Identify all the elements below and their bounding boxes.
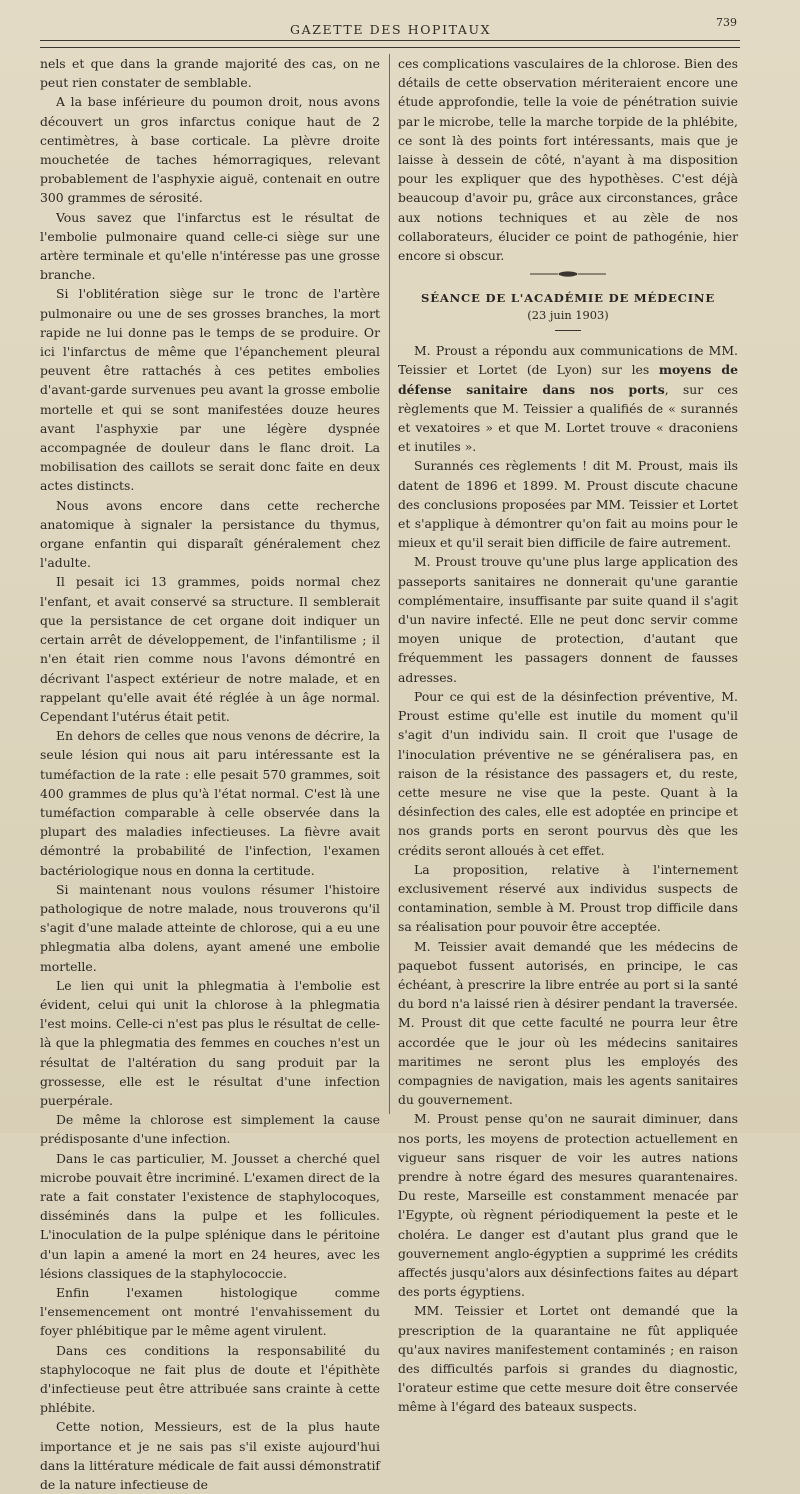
- paragraph: A la base inférieure du poumon droit, nous avons découvert un gros infarctus conique haut de 2 centimètres, à base corticale. La plèvre droite mouchetée de taches hémorragiques, relevant probablement de l'asphyxie aiguë, contenait en outre 300 grammes de sérosité.: [40, 94, 380, 206]
- paragraph: Le lien qui unit la phlegmatia à l'embolie est évident, celui qui unit la chlorose à la phlegmatia l'est moins. Celle-ci n'est pas plus le résultat de celle-là que la phlegmatia des femmes en couches n'est un résultat de l'altération du sang produit par la grossesse, elle est le résultat d'une infection puerpérale.: [40, 977, 380, 1108]
- separator-ornament-icon: [528, 269, 608, 279]
- paragraph: Il pesait ici 13 grammes, poids normal chez l'enfant, et avait conservé sa structure. Il semblerait que la persistance de cet organe doit indiquer un certain arrêt de développement, de l'infantilisme ; il n'en était rien comme nous l'avons démontré en décrivant l'aspect extérieur de notre malade, et en rappelant qu'elle avait été réglée à un âge normal. Cependant l'utérus était petit.: [40, 574, 380, 724]
- paragraph: Vous savez que l'infarctus est le résultat de l'embolie pulmonaire quand celle-ci siège sur une artère terminale et qu'elle n'intéresse pas une grosse branche.: [40, 209, 380, 283]
- running-title: GAZETTE DES HOPITAUX: [290, 22, 492, 37]
- paragraph: M. Proust pense qu'on ne saurait diminuer, dans nos ports, les moyens de protection actuellement en vigueur sans risquer de voir les autres nations prendre à notre égard des mesures quarantenaires. Du reste, Marseille est constamment menacée par l'Egypte, où règnent périodiquement la peste et le choléra. Le danger est d'autant plus grand que le gouvernement anglo-égyptien a supprimé les crédits affectés jusqu'alors aux désinfections faites au départ des ports égyptiens.: [398, 1111, 738, 1300]
- paragraph: ces complications vasculaires de la chlorose. Bien des détails de cette observation mériteraient encore une étude approfondie, telle la voie de pénétration suivie par le microbe, telle la marche torpide de la phlébite, ce sont là des points fort intéressants, mais que je laisse à dessein de côté, n'ayant à ma disposition pour les expliquer que des hypothèses. C'est déjà beaucoup d'avoir pu, grâce aux circonstances, grâce aux notions techniques et au zèle de nos collaborateurs, élucider ce point de pathogénie, hier encore si obscur.: [398, 56, 738, 264]
- paragraph: Si maintenant nous voulons résumer l'histoire pathologique de notre malade, nous trouverons qu'il s'agit d'une malade atteinte de chlorose, qui a eu une phlegmatia alba dolens, ayant amené une embolie mortelle.: [40, 881, 380, 974]
- header-double-rule: [40, 40, 740, 48]
- left-column: [40, 54, 380, 1493]
- column-divider: [389, 54, 390, 1114]
- paragraph: Dans le cas particulier, M. Jousset a cherché quel microbe pouvait être incriminé. L'examen direct de la rate a fait constater l'existence de staphylocoques, disséminés dans la pulpe et les follicules. L'inoculation de la pulpe splénique dans le péritoine d'un lapin a amené la mort en 24 heures, avec les lésions classiques de la staphylococcie.: [40, 1150, 380, 1281]
- paragraph: Nous avons encore dans cette recherche anatomique à signaler la persistance du thymus, organe enfantin qui disparaît généralement chez l'adulte.: [40, 497, 380, 571]
- section-title: SÉANCE DE L'ACADÉMIE DE MÉDECINE: [421, 291, 715, 306]
- short-rule: [555, 330, 581, 331]
- right-column: [398, 54, 738, 1415]
- paragraph: Pour ce qui est de la désinfection préventive, M. Proust estime qu'elle est inutile du moment qu'il s'agit d'un individu sain. Il croit que l'usage de l'inoculation préventive ne se généralisera pas, en raison de la résistance des passagers et, du reste, cette mesure ne vise que la peste. Quant à la désinfection des cales, elle est adoptée en principe et nos grands ports en seront pourvus dès que les crédits seront alloués à cet effet.: [398, 688, 738, 858]
- paragraph: nels et que dans la grande majorité des cas, on ne peut rien constater de semblable.: [40, 56, 380, 91]
- paragraph: La proposition, relative à l'internement exclusivement réservé aux individus suspects de contamination, semble à M. Proust trop difficile dans sa réalisation pour pouvoir être acceptée.: [398, 861, 738, 935]
- paragraph: M. Proust trouve qu'une plus large application des passeports sanitaires ne donnerait qu'une garantie complémentaire, insuffisante par suite quand il s'agit d'un navire infecté. Elle ne peut donc servir comme moyen unique de protection, d'autant que fréquemment les passagers donnent de fausses adresses.: [398, 554, 738, 685]
- paragraph: En dehors de celles que nous venons de décrire, la seule lésion qui nous ait paru intéressante est la tuméfaction de la rate : elle pesait 570 grammes, soit 400 grammes de plus qu'à l'état normal. C'est là une tuméfaction comparable à celle observée dans la plupart des maladies infectieuses. La fièvre avait démontré la probabilité de l'infection, l'examen bactériologique nous en donna la certitude.: [40, 728, 380, 878]
- paragraph: M. Teissier avait demandé que les médecins de paquebot fussent autorisés, en principe, le cas échéant, à prescrire la libre entrée au port si la santé du bord n'a laissé rien à désirer pendant la traversée. M. Proust dit que cette faculté ne pourra leur être accordée que le jour où les médecins sanitaires maritimes ne seront plus les employés des compagnies de navigation, mais les agents sanitaires du gouvernement.: [398, 938, 738, 1108]
- paragraph: De même la chlorose est simplement la cause prédisposante d'une infection.: [40, 1112, 380, 1147]
- page-number: 739: [716, 16, 737, 29]
- bold-topic: moyens de défense sanitaire dans nos ports: [398, 362, 738, 397]
- paragraph: Enfin l'examen histologique comme l'ensemencement ont montré l'envahissement du foyer phlébitique par le même agent virulent.: [40, 1285, 380, 1339]
- paragraph: Dans ces conditions la responsabilité du staphylocoque ne fait plus de doute et l'épithète d'infectieuse peut être attribuée sans crainte à cette phlébite.: [40, 1342, 380, 1416]
- paragraph: Cette notion, Messieurs, est de la plus haute importance et je ne sais pas s'il existe aujourd'hui dans la littérature médicale de fait aussi démonstratif de la nature infectieuse de: [40, 1419, 380, 1493]
- section-date: (23 juin 1903): [527, 308, 609, 323]
- paragraph: [398, 341, 738, 456]
- ornamental-separator: [528, 269, 608, 279]
- paragraph: Surannés ces règlements ! dit M. Proust, mais ils datent de 1896 et 1899. M. Proust discute chacune des conclusions proposées par MM. Teissier et Lortet et s'applique à démontrer qu'on fait au moins pour le mieux et qu'il serait bien difficile de faire autrement.: [398, 458, 738, 551]
- paragraph: MM. Teissier et Lortet ont demandé que la prescription de la quarantaine ne fût appliquée qu'aux navires manifestement contaminés ; en raison des difficultés parfois si grandes du diagnostic, l'orateur estime que cette mesure doit être conservée même à l'égard des bateaux suspects.: [398, 1303, 738, 1415]
- paragraph-text: M. Proust a répondu aux communications de MM. Teissier et Lortet (de Lyon) sur les: [398, 343, 738, 378]
- paragraph-text: , sur ces règlements que M. Teissier a qualifiés de « surannés et vexatoires » et que M. Lortet trouve « draconiens et inutiles ».: [398, 381, 738, 455]
- paragraph: Si l'oblitération siège sur le tronc de l'artère pulmonaire ou une de ses grosses branches, la mort rapide ne lui donne pas le temps de se produire. Or ici l'infarctus de même que l'épanchement pleural peuvent être rattachés à ces petites embolies d'avant-garde survenues peu avant la grosse embolie mortelle et qui se sont manifestées douze heures avant l'asphyxie par une légère dyspnée accompagnée de douleur dans le flanc droit. La mobilisation des caillots se serait donc faite en deux actes distincts.: [40, 286, 380, 494]
